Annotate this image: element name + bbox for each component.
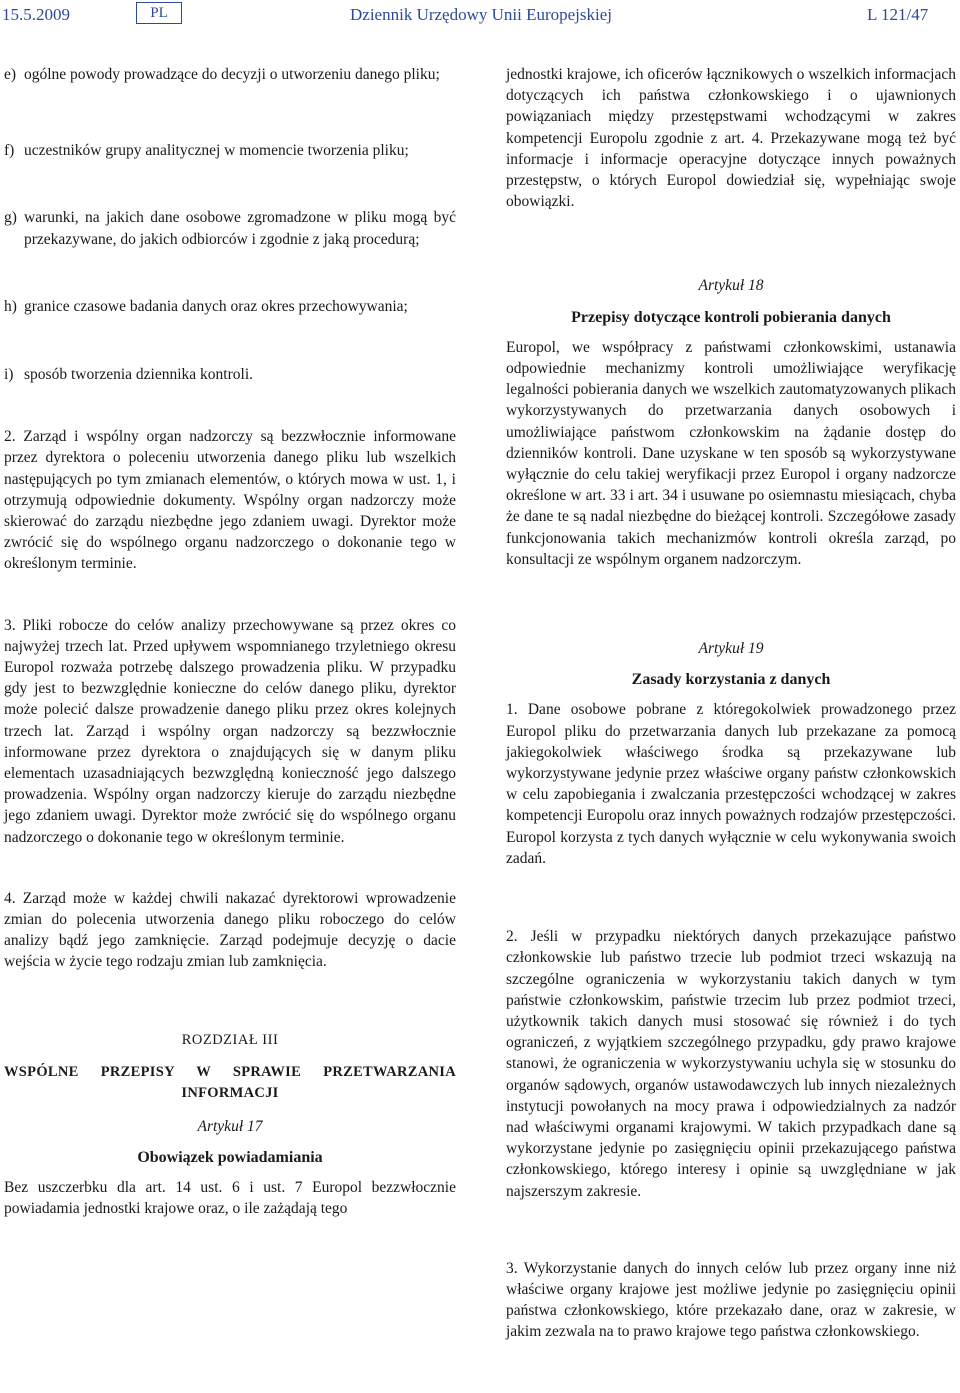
list-item-label: h) — [4, 297, 17, 315]
article-18-title: Przepisy dotyczące kontroli pobierania danych — [571, 308, 891, 326]
paragraph-3: 3. Pliki robocze do celów analizy przechowywane są przez okres co najwyżej trzech lat. Przed upływem wspomnianego trzyletniego okresu Europol rozważa potrzebę dalszego prowadzenia pliku. W przypadku gdy jest to bezwzględnie konieczne do celów danego pliku, dyrektor może polecić dalsze prowadzenie danego pliku przez okres kolejnych trzech lat. Zarząd i wspólny organ nadzorczy są bezzwłocznie informowane przez dyrektora o znajdujących się w danym pliku elementach uzasadniających bezwzględną konieczność jego dalszego prowadzenia. Wspólny organ nadzorczy kieruje do zarządu niezbędne jego zdaniem uwagi. Dyrektor może zwrócić się do wspólnego organu nadzorczego o dokonanie tego w określonym terminie. — [4, 616, 456, 846]
right-column — [506, 62, 956, 1343]
article-17-text: Bez uszczerbku dla art. 14 ust. 6 i ust. 7 Europol bezzwłocznie powiadamia jednostki krajowe oraz, o ile zażądają tego — [4, 1178, 456, 1217]
list-item-h — [4, 296, 456, 317]
list-item-text: granice czasowe badania danych oraz okres przechowywania; — [24, 297, 408, 315]
list-item-e — [4, 64, 456, 85]
list-item-label: e) — [4, 66, 17, 83]
list-item-text: sposób tworzenia dziennika kontroli. — [24, 366, 254, 384]
list-item-label: f) — [4, 142, 15, 160]
page-reference: L 121/47 — [867, 5, 929, 24]
article-19-paragraph-2: 2. Jeśli w przypadku niektórych danych przekazujące państwo członkowskie lub państwo trzecie lub podmiot trzeci wskazują na szczególne ograniczenia w wykorzystaniu takich danych w tym państwie członkowskim, państwie trzecim lub przez podmiot trzeci, użytkownik takich danych musi stosować się również i do tych ograniczeń, z wyjątkiem szczególnego przypadku, gdy prawo krajowe stanowi, że ograniczenia w wykorzystywaniu uchyla się w stosunku do organów sądowych, organów ustawodawczych lub innych niezależnych instytucji powołanych na mocy prawa i odpowiedzialnych za nadzór nad właściwymi organami krajowymi. W takich przypadkach dane są wykorzystane jedynie po zasięgnięciu opinii przekazującego państwa członkowskiego, którego interesy i opinie są uwzględniane w jak najszerszym zakresie. — [506, 928, 956, 1200]
list-item-label: g) — [4, 209, 17, 227]
list-item-g — [4, 207, 456, 249]
chapter-number: ROZDZIAŁ III — [181, 1031, 279, 1048]
article-19-paragraph-3: 3. Wykorzystanie danych do innych celów lub przez organy inne niż właściwe organy krajowe jest możliwe jedynie po zasięgnięciu opinii państwa członkowskiego, które przekazało dane, oraz w zakresie, w jakim zezwala na to prawo krajowe tego państwa członkowskiego. — [506, 1259, 956, 1341]
article-19-paragraph-1: 1. Dane osobowe pobrane z któregokolwiek prowadzonego przez Europol pliku do przetwarzania danych lub przekazane za pomocą jakiegokolwiek właściwego środka są przekazywane lub wykorzystywane jedynie przez właściwe organy państw członkowskich w celu zapobiegania i zwalczania przestępczości wchodzącej w zakres kompetencji Europolu oraz innych poważnych rodzajów przestępczości. Europol korzysta z tych danych wyłącznie w celu wykonywania swoich zadań. — [506, 701, 956, 867]
list-item-label: i) — [4, 366, 14, 384]
language-badge: PL — [136, 2, 182, 24]
list-item-i — [4, 364, 456, 385]
paragraph-2: 2. Zarząd i wspólny organ nadzorczy są bezzwłocznie informowane przez dyrektora o poleceniu utworzenia danego pliku lub wszelkich następujących po tym zmianach elementów, o których mowa w ust. 1, i otrzymują odpowiednie dokumenty. Wspólny organ nadzorczy może skierować do zarządu niezbędne jego zdaniem uwagi. Dyrektor może zwrócić się do wspólnego organu nadzorczego o dokonanie tego w określonym terminie. — [4, 428, 456, 573]
page-header — [0, 0, 960, 40]
header-date: 15.5.2009 — [2, 5, 70, 24]
chapter-title-text: WSPÓLNE PRZEPISY W SPRAWIE PRZETWARZANIA INFORMACJI — [4, 1063, 456, 1102]
article-19-label: Artykuł 19 — [698, 640, 764, 658]
list-item-text: uczestników grupy analitycznej w momencie tworzenia pliku; — [24, 142, 409, 160]
article-17-title: Obowiązek powiadamiania — [137, 1148, 323, 1166]
list-item-text: warunki, na jakich dane osobowe zgromadzone w pliku mogą być przekazywane, do jakich odbiorców i zgodnie z jaką procedurą; — [24, 209, 456, 248]
list-item-text: ogólne powody prowadzące do decyzji o utworzeniu danego pliku; — [24, 66, 440, 83]
journal-title: Dziennik Urzędowy Unii Europejskiej — [350, 5, 613, 24]
article-19-title: Zasady korzystania z danych — [631, 671, 831, 689]
continuation-paragraph: jednostki krajowe, ich oficerów łącznikowych o wszelkich informacjach dotyczących ich państwa członkowskiego i o ujawnionych powiązaniach między przestępstwami wchodzącymi w zakres kompetencji Europolu zgodnie z art. 4. Przekazywane mogą też być informacje i informacje operacyjne dotyczące innych poważnych przestępstw, o których Europol dowiedział się, wypełniając swoje obowiązki. — [506, 66, 956, 211]
left-column — [4, 62, 456, 1219]
paragraph-4: 4. Zarząd może w każdej chwili nakazać dyrektorowi wprowadzenie zmian do polecenia utworzenia danego pliku roboczego do celów analizy bądź jego zamknięcie. Zarząd podejmuje decyzję o dacie wejścia w życie tego rodzaju zmian lub zamknięcia. — [4, 889, 456, 971]
list-item-f — [4, 140, 456, 161]
article-18-text: Europol, we współpracy z państwami członkowskimi, ustanawia odpowiednie mechanizmy kontroli umożliwiające weryfikację legalności pobierania danych we wszelkich zautomatyzowanych plikach wykorzystywanych do przetwarzania danych osobowych i umożliwiające państwom członkowskim na żądanie dostęp do dzienników kontroli. Dane uzyskane w ten sposób są wykorzystywane wyłącznie do celu takiej weryfikacji przez Europol i organy nadzorcze określone w art. 33 i art. 34 i usuwane po osiemnastu miesiącach, chyba że dane te są nadal niezbędne do bieżącej kontroli. Szczegółowe zasady funkcjonowania takich mechanizmów kontroli określa zarząd, po konsultacji ze wspólnym organem nadzorczym. — [506, 338, 956, 568]
article-17-label: Artykuł 17 — [197, 1118, 263, 1136]
chapter-title — [4, 1062, 456, 1104]
article-18-label: Artykuł 18 — [698, 277, 764, 295]
